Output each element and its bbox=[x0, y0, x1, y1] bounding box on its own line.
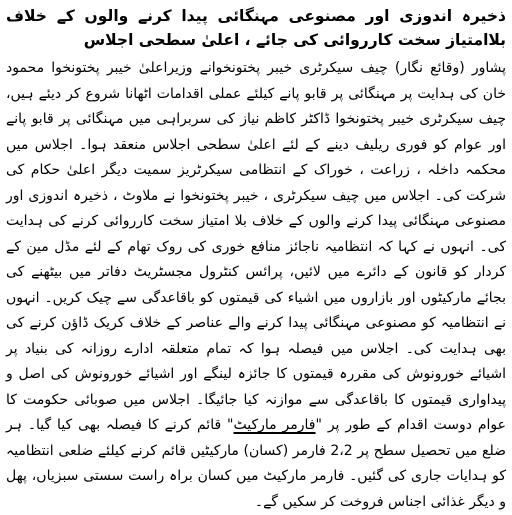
article-body bbox=[6, 56, 506, 515]
article-body-part-2: " قائم کرنے کا فیصلہ بھی کیا گیا۔ ہر ضلع میں تحصیل سطح پر 2،2 فارمر (کسان) مارکیٹیں قائم کرنے کیلئے ضلعی انتظامیہ کو ہدایات جاری کی گئیں۔ فارمر مارکیٹ میں کسان براہ راست سستی سبزیاں، پھل و دیگر غذائی اجناس فروخت کر سکیں گے۔ bbox=[6, 417, 506, 510]
article-body-part-1: پشاور (وقائع نگار) چیف سیکرٹری خیبر پختونخوانے وزیراعلیٰ خیبر پختونخوا محمود خان کی ہدایت پر مہنگائی پر قابو پانے کیلئے عملی اقدامات اٹھانا شروع کر دیئے ہیں، چیف سیکرٹری خیبر پختونخوا ڈاکٹر کاظم نیاز کی سربراہی میں مہنگائی پر قابو پانے اور عوام کو فوری ریلیف دینے کے لئے اعلیٰ سطحی اجلاس منعقد ہوا۔ اجلاس میں محکمہ داخلہ ، زراعت ، خوراک کے انتظامی سیکرٹریز سمیت دیگر اعلیٰ حکام کی شرکت کی۔ اجلاس میں چیف سیکرٹری ، خیبر پختونخوا نے ملاوٹ ، ذخیرہ اندوزی اور مصنوعی مہنگائی پیدا کرنے والوں کے خلاف بلا امتیاز سخت کارروائی کرنے کی ہدایت کی۔ انہوں نے کہا کہ انتظامیہ ناجائز منافع خوری کی روک تھام کے لئے مڈل مین کے کردار کو قانون کے دائرے میں لائیں، پرائس کنٹرول مجسٹریٹ دفاتر میں بیٹھنے کی بجائے مارکیٹوں اور بازاروں میں اشیاء کی قیمتوں کو باقاعدگی سے چیک کریں۔ انہوں نے انتظامیہ کو مصنوعی مہنگائی پیدا کرنے والے عناصر کے خلاف کریک ڈاؤن کرنے کی بھی ہدایت کی۔ اجلاس میں فیصلہ ہوا کہ تمام متعلقہ ادارے روزانہ کی بنیاد پر اشیائے خورونوش کی مقررہ قیمتوں کا جائزہ لینگے اور اشیائے خورونوش کی اصل و پیداواری قیمتوں کا باقاعدگی سے موازنہ کیا جائیگا۔ اجلاس میں صوبائی حکومت کا عوام دوست اقدام کے طور پر " bbox=[6, 60, 506, 433]
headline: ذخیرہ اندوزی اور مصنوعی مہنگائی پیدا کرنے والوں کے خلاف بلاامتیاز سخت کارروائی کی جائے ، اعلیٰ سطحی اجلاس bbox=[6, 7, 506, 49]
farmer-market-underlined: فارمر مارکیٹ bbox=[233, 417, 316, 433]
